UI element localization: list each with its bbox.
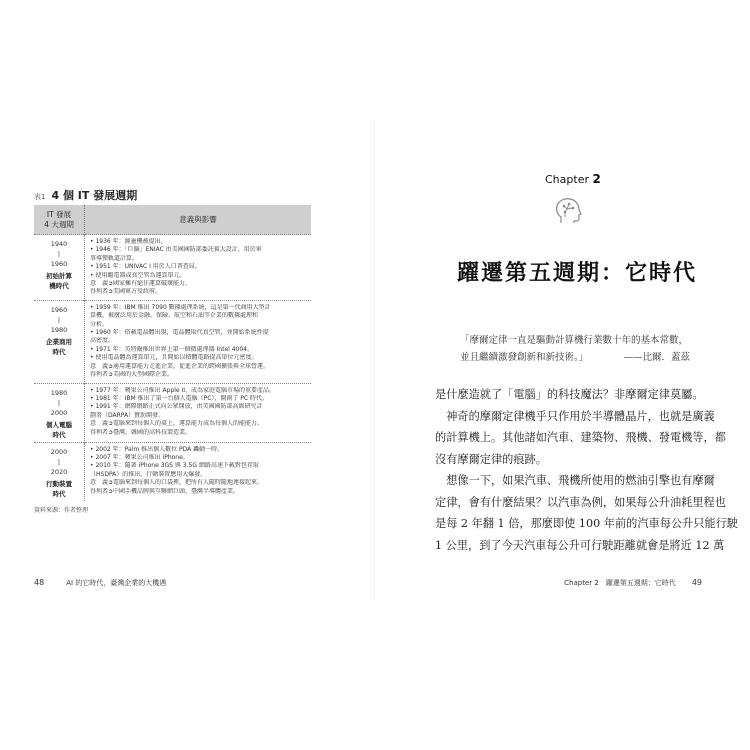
event-item: • 1959 年：IBM 推出 7090 數據處理系統，這是第一代商用大型計 — [90, 303, 271, 311]
left-footer — [34, 578, 166, 588]
ai-head-icon — [552, 195, 584, 227]
significance-cell — [85, 300, 312, 383]
event-item: 分析。 — [90, 320, 109, 328]
event-item: • 使用電晶體為運算單元，且開始以積體電路提高單位元密度。 — [90, 354, 258, 362]
event-item: • 1977 年：蘋果公司推出 Apple II，成為家庭電腦市場的重要產品。 — [90, 386, 276, 394]
quote-line: 並且繼續激發創新和新技術。」 ——比爾．蓋茲 — [460, 349, 690, 366]
running-head-right: Chapter 2 躍遷第五週期：它時代 — [564, 579, 676, 587]
significance-item: 意 義➲通用運算能力走進企業，促進企業的跨國擴張與全球營運。 — [90, 362, 270, 370]
body-line: 神奇的摩爾定律機乎只作用於半導體晶片，也就是廣義 — [435, 409, 715, 423]
body-line: 1 公里，到了今天汽車每公升可行駛距離就會是將近 12 萬 — [435, 538, 725, 552]
body-line: 是每 2 年翻 1 倍，那麼即使 100 年前的汽車每公升只能行駛 — [435, 517, 739, 530]
quote-attribution: ——比爾．蓋茲 — [623, 352, 690, 363]
event-item: （HSDPA）的推出，行動裝置應用大爆發。 — [90, 470, 207, 478]
event-item: 高密度。 — [90, 337, 115, 345]
right-footer — [564, 578, 702, 588]
cycle-year: 2000 — [50, 447, 68, 456]
header-significance — [85, 205, 312, 235]
cycle-cell — [34, 442, 85, 501]
page-number-right: 49 — [691, 578, 702, 587]
significance-cell — [85, 235, 312, 301]
table-caption — [34, 187, 137, 203]
chapter-title: 躍遷第五週期：它時代 — [457, 260, 698, 286]
cycle-year: 1960 — [50, 260, 68, 268]
cycle-category: 企業商用 時代 — [46, 337, 72, 356]
event-item: 劃署（DARPA）贊助開發。 — [90, 411, 165, 419]
event-item: 事導彈軌道計算。 — [90, 254, 139, 262]
body-line: 的計算機上。其他諸如汽車、建築物、飛機、發電機等，都 — [435, 431, 726, 444]
epigraph-quote — [460, 332, 690, 366]
body-line: 想像一下，如果汽車、飛機所使用的燃油引擎也有摩爾 — [435, 474, 715, 487]
table-row — [34, 383, 311, 442]
chapter-word: Chapter — [545, 173, 589, 186]
event-item: • 2010 年：隨著 iPhone 3GS 與 3.5G 網路高速下載對包存取 — [90, 462, 259, 470]
running-head-left: AI 的它時代，臺灣企業的大機遇 — [66, 579, 167, 587]
significance-item: 得利者➲中國手機品牌與互聯網巨頭、臺灣半導體產業。 — [90, 487, 240, 495]
significance-item: 得利者➲美國軍方及政府。 — [90, 288, 162, 296]
cycle-year: 1940 — [50, 240, 68, 248]
significance-item: 意 義➲國家擁有絕佳運算破壞能力。 — [90, 280, 192, 288]
header-cycle-text: IT 發展 4 大週期 — [44, 209, 74, 229]
table-source: 資料來源：作者整理 — [34, 507, 89, 514]
significance-cell — [85, 442, 312, 501]
cycle-cell — [34, 383, 85, 442]
quote-line: 「摩爾定律一直是驅動計算機行業數十年的基本常數， — [460, 335, 689, 346]
event-item: • 1981 年：IBM 推出了第一台個人電腦（PC），開創了 PC 時代。 — [90, 394, 269, 402]
significance-cell — [85, 383, 312, 442]
significance-item: 意 義➲電腦來到每個人的桌上，運算能力成為每個人的能能力。 — [90, 420, 264, 428]
page-number-left: 48 — [34, 578, 45, 587]
event-item: • 1936 年：圖靈機被提出。 — [90, 238, 167, 245]
body-line: 定律，會有什麼結果？以汽車為例，如果每公升油耗里程也 — [435, 495, 726, 509]
significance-item: 得利者➲美國的大型國際企業。 — [90, 371, 174, 379]
cycle-cell — [34, 235, 85, 301]
event-item: • 1991 年：網際網路正式向公眾開放，由美國國防部高級研究計 — [90, 403, 263, 411]
it-cycles-table — [34, 205, 311, 501]
right-page — [375, 0, 750, 750]
cycle-year: 1980 — [50, 325, 68, 334]
event-item: • 1971 年：英特爾推出世界上第一個微處理器 Intel 4004。 — [90, 345, 253, 353]
table-row — [34, 235, 311, 301]
table-row — [34, 300, 311, 383]
table-title: 4 個 IT 發展週期 — [51, 189, 138, 202]
chapter-number: 2 — [592, 172, 601, 186]
event-item: • 使用繼電器或真空管為運算單元。 — [90, 271, 186, 279]
cycle-cell — [34, 300, 85, 383]
event-item: • 1946 年：「巨腦」ENIAC 由美國國防部委託賓大設計，用於軍 — [90, 246, 262, 254]
cycle-year: 2000 — [50, 408, 68, 417]
significance-item: 意 義➲電腦來到每個人的口袋裡，把所有人隨時隨地連接起來。 — [90, 479, 264, 487]
cycle-category: 初始計算 機時代 — [46, 272, 72, 290]
event-item: • 1951 年：UNIVAC I 用於人口普查局。 — [90, 263, 201, 271]
header-significance-text: 意義與影響 — [179, 214, 217, 224]
cycle-year: | — [57, 315, 61, 324]
event-item: • 2002 年：Palm 推出個人數位 PDA 轟動一時。 — [90, 445, 224, 453]
cycle-year: 1960 — [50, 305, 68, 314]
table-number: 表1 — [34, 193, 46, 201]
table-row — [34, 442, 311, 501]
cycle-year: | — [57, 457, 61, 466]
body-text — [435, 384, 739, 556]
body-line: 沒有摩爾定律的痕跡。 — [435, 452, 547, 466]
event-item: • 1960 年：搭載電晶體出現，電晶體取代真空管，並開始系統性提 — [90, 329, 269, 337]
header-cycle — [34, 205, 85, 235]
cycle-category: 個人電腦 時代 — [46, 420, 72, 439]
event-item: • 2007 年：蘋果公司推出 iPhone。 — [90, 453, 189, 461]
event-item: 算機，被廣泛用於金融、保險、航空和石油等企業的數據處理和 — [90, 312, 259, 320]
cycle-year: 1980 — [50, 388, 68, 397]
body-line: 是什麼造就了「電腦」的科技魔法？非摩爾定律莫屬。 — [435, 388, 704, 401]
cycle-year: | — [57, 250, 61, 258]
significance-item: 得利者➲臺灣、韓國的高科技製造業。 — [90, 428, 192, 436]
cycle-year: 2020 — [50, 467, 68, 476]
chapter-label — [545, 172, 601, 186]
cycle-category: 行動裝置 時代 — [46, 479, 72, 498]
cycle-year: | — [57, 398, 61, 407]
